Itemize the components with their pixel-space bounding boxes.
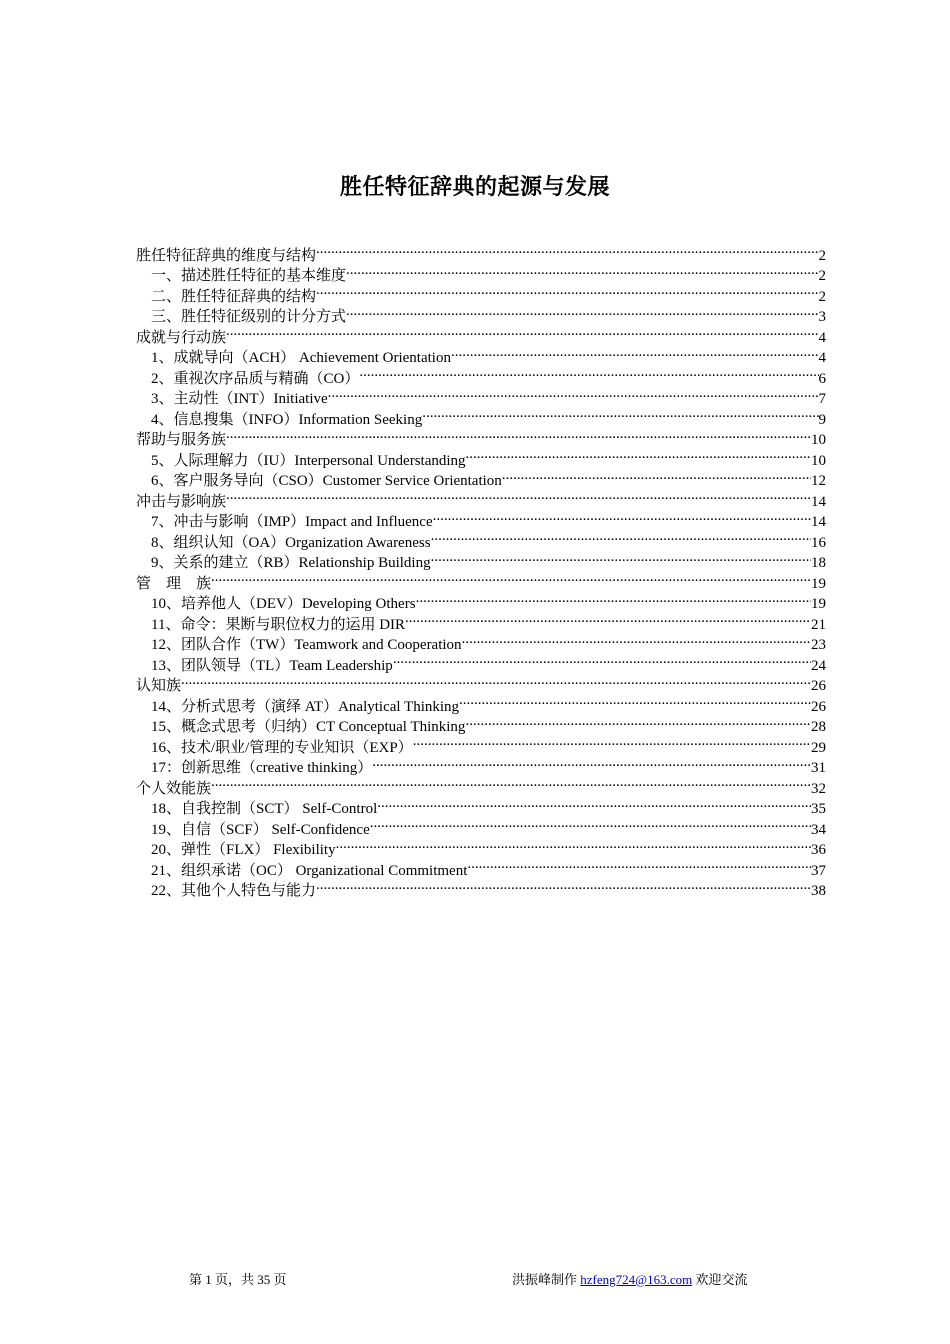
toc-page-number: 4 <box>818 350 826 366</box>
toc-dot-leader <box>211 772 811 793</box>
toc-page-number: 2 <box>818 288 826 305</box>
toc-dot-leader <box>416 588 811 609</box>
toc-dot-leader <box>466 444 811 465</box>
toc-entry[interactable] <box>136 793 826 817</box>
toc-page-number: 19 <box>811 575 826 592</box>
toc-entry-title: 个人效能族 <box>136 780 212 797</box>
toc-entry-title: 1、成就导向（ACH） Achievement Orientation <box>151 350 451 366</box>
toc-page-number: 16 <box>811 534 826 551</box>
toc-entry-title: 成就与行动族 <box>136 329 227 346</box>
footer-page-info: 第 1 页，共 35 页 <box>189 1272 287 1287</box>
toc-page-number: 29 <box>811 739 826 756</box>
toc-entry[interactable] <box>136 588 826 612</box>
toc-entry-title: 15、概念式思考（归纳）CT Conceptual Thinking <box>151 719 466 735</box>
toc-page-number: 26 <box>811 678 826 694</box>
toc-entry-title: 管 理 族 <box>136 575 212 592</box>
toc-entry-title: 7、冲击与影响（IMP）Impact and Influence <box>151 514 433 530</box>
toc-page-number: 36 <box>811 842 826 858</box>
toc-entry[interactable] <box>136 690 826 715</box>
toc-entry-title: 3、主动性（INT）Initiative <box>151 391 328 407</box>
toc-entry-title: 19、自信（SCF） Self-Confidence <box>151 821 370 838</box>
toc-page-number: 14 <box>811 493 826 510</box>
toc-entry-title: 胜任特征辞典的维度与结构 <box>136 247 317 264</box>
toc-dot-leader <box>405 608 811 629</box>
toc-page-number: 28 <box>811 719 826 735</box>
toc-page-number: 19 <box>811 596 826 612</box>
toc-section-entry[interactable] <box>136 424 826 448</box>
toc-entry-title: 6、客户服务导向（CSO）Customer Service Orientation <box>151 473 502 489</box>
toc-page-number: 2 <box>818 247 826 264</box>
toc-dot-leader <box>316 875 811 896</box>
toc-dot-leader <box>346 301 818 322</box>
toc-dot-leader <box>422 403 818 424</box>
toc-page-number: 38 <box>811 883 826 899</box>
toc-entry-title: 11、命令：果断与职位权力的运用 DIR <box>151 616 406 633</box>
toc-dot-leader <box>372 752 811 773</box>
toc-section-entry[interactable] <box>136 485 826 510</box>
document-title: 胜任特征辞典的起源与发展 <box>339 175 610 200</box>
toc-page-number: 3 <box>818 309 826 325</box>
toc-entry-title: 10、培养他人（DEV）Developing Others <box>151 596 416 612</box>
toc-dot-leader <box>226 485 811 506</box>
toc-dot-leader <box>316 239 818 260</box>
toc-dot-leader <box>459 690 811 711</box>
toc-section-entry[interactable] <box>136 670 826 694</box>
toc-page-number: 9 <box>818 411 826 428</box>
toc-entry-title: 18、自我控制（SCT） Self-Control <box>151 801 378 817</box>
toc-page-number: 14 <box>811 514 826 530</box>
toc-dot-leader <box>226 424 811 445</box>
table-of-contents <box>136 239 826 899</box>
toc-page-number: 35 <box>811 801 826 817</box>
toc-entry-title: 2、重视次序品质与精确（CO） <box>151 370 360 387</box>
toc-entry-title: 认知族 <box>136 678 182 694</box>
toc-dot-leader <box>467 854 811 875</box>
toc-page-number: 2 <box>818 268 826 284</box>
toc-entry-title: 14、分析式思考（演绎 AT）Analytical Thinking <box>151 698 460 715</box>
toc-entry[interactable] <box>136 506 826 530</box>
toc-page-number: 10 <box>811 432 826 448</box>
toc-page-number: 4 <box>818 329 826 346</box>
toc-entry-title: 13、团队领导（TL）Team Leadership <box>151 657 393 674</box>
toc-page-number: 31 <box>811 760 826 776</box>
toc-page-number: 18 <box>811 555 826 571</box>
toc-page-number: 7 <box>818 391 826 407</box>
toc-page-number: 10 <box>811 452 826 469</box>
toc-dot-leader <box>359 362 818 383</box>
toc-dot-leader <box>316 280 818 301</box>
toc-dot-leader <box>328 383 819 404</box>
toc-entry-title: 冲击与影响族 <box>136 493 227 510</box>
toc-dot-leader <box>226 321 818 342</box>
toc-section-entry[interactable] <box>136 321 826 346</box>
toc-dot-leader <box>336 834 811 855</box>
toc-page-number: 32 <box>811 780 826 797</box>
toc-entry-title: 20、弹性（FLX） Flexibility <box>151 842 336 858</box>
toc-dot-leader <box>431 526 811 547</box>
toc-page-number: 34 <box>811 821 826 838</box>
toc-entry[interactable] <box>136 444 826 469</box>
toc-page-number: 24 <box>811 657 826 674</box>
toc-dot-leader <box>377 793 811 814</box>
toc-entry-title: 21、组织承诺（OC） Organizational Commitment <box>151 862 468 879</box>
toc-page-number: 37 <box>811 862 826 879</box>
toc-dot-leader <box>502 465 811 486</box>
toc-dot-leader <box>451 342 819 363</box>
toc-section-entry[interactable] <box>136 772 826 797</box>
footer-suffix: 欢迎交流 <box>695 1272 748 1287</box>
footer-author: 洪振峰制作 <box>512 1272 578 1287</box>
toc-entry-title: 8、组织认知（OA）Organization Awareness <box>151 534 431 551</box>
toc-entry-title: 9、关系的建立（RB）Relationship Building <box>151 555 431 571</box>
toc-section-entry[interactable] <box>136 567 826 592</box>
page-footer <box>0 1269 950 1289</box>
toc-entry-title: 16、技术/职业/管理的专业知识（EXP） <box>151 739 413 756</box>
toc-dot-leader <box>181 670 811 691</box>
toc-dot-leader <box>211 567 811 588</box>
toc-entry[interactable] <box>136 342 826 366</box>
toc-dot-leader <box>465 711 811 732</box>
toc-entry-title: 三、胜任特征级别的计分方式 <box>151 309 347 325</box>
toc-entry-title: 22、其他个人特色与能力 <box>151 883 317 899</box>
toc-entry-title: 4、信息搜集（INFO）Information Seeking <box>151 411 423 428</box>
toc-section-entry[interactable] <box>136 239 826 264</box>
toc-page-number: 6 <box>818 370 826 387</box>
toc-dot-leader <box>431 547 811 568</box>
toc-entry-title: 一、描述胜任特征的基本维度 <box>151 268 347 284</box>
toc-page-number: 12 <box>811 473 826 489</box>
footer-credit <box>512 1269 748 1288</box>
toc-dot-leader <box>413 731 811 752</box>
toc-dot-leader <box>433 506 811 527</box>
toc-page-number: 23 <box>811 637 826 653</box>
toc-entry-title: 帮助与服务族 <box>136 432 227 448</box>
toc-dot-leader <box>346 260 818 281</box>
toc-dot-leader <box>462 629 811 650</box>
toc-dot-leader <box>393 649 811 670</box>
toc-page-number: 21 <box>811 616 826 633</box>
toc-entry-title: 17：创新思维（creative thinking） <box>151 760 373 776</box>
toc-entry-title: 5、人际理解力（IU）Interpersonal Understanding <box>151 452 466 469</box>
toc-entry-title: 12、团队合作（TW）Teamwork and Cooperation <box>151 637 462 653</box>
footer-email-link[interactable]: hzfeng724@163.com <box>580 1272 693 1287</box>
toc-page-number: 26 <box>811 698 826 715</box>
toc-dot-leader <box>370 813 811 834</box>
toc-entry-title: 二、胜任特征辞典的结构 <box>151 288 317 305</box>
